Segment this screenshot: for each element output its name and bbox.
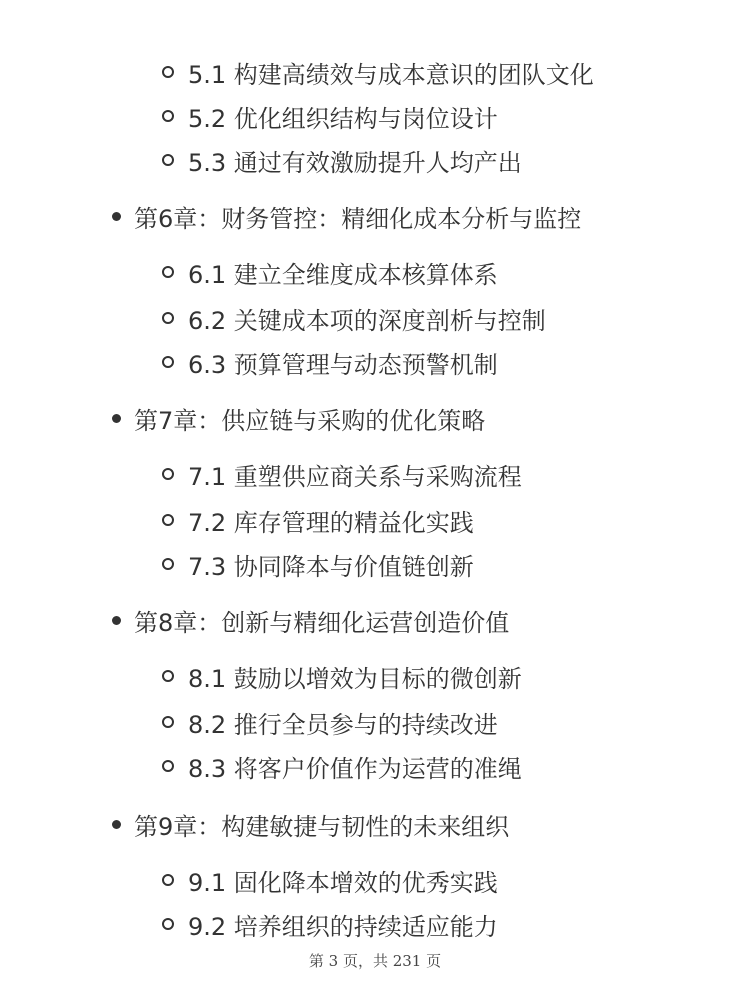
outline-item-text: 6.2 关键成本项的深度剖析与控制 — [188, 306, 546, 335]
outline-item-5-2 — [162, 96, 498, 136]
hollow-circle-bullet-icon — [162, 312, 174, 324]
solid-dot-bullet-icon — [112, 820, 121, 829]
outline-chapter-text: 第8章：创新与精细化运营创造价值 — [134, 608, 510, 637]
hollow-circle-bullet-icon — [162, 918, 174, 930]
outline-chapter-text: 第9章：构建敏捷与韧性的未来组织 — [134, 812, 510, 841]
hollow-circle-bullet-icon — [162, 356, 174, 368]
outline-item-text: 8.3 将客户价值作为运营的准绳 — [188, 754, 522, 783]
outline-item-text: 5.1 构建高绩效与成本意识的团队文化 — [188, 60, 594, 89]
hollow-circle-bullet-icon — [162, 514, 174, 526]
outline-chapter-text: 第6章：财务管控：精细化成本分析与监控 — [134, 204, 582, 233]
outline-item-6-2 — [162, 298, 546, 338]
solid-dot-bullet-icon — [112, 414, 121, 423]
outline-item-text: 7.3 协同降本与价值链创新 — [188, 552, 474, 581]
outline-item-8-1 — [162, 656, 522, 696]
outline-chapter-8 — [112, 600, 509, 640]
outline-chapter-7 — [112, 398, 485, 438]
solid-dot-bullet-icon — [112, 212, 121, 221]
outline-item-6-3 — [162, 342, 498, 382]
outline-item-text: 5.3 通过有效激励提升人均产出 — [188, 148, 522, 177]
outline-item-text: 6.3 预算管理与动态预警机制 — [188, 350, 498, 379]
outline-item-9-2 — [162, 904, 498, 944]
outline-item-6-1 — [162, 252, 498, 292]
outline-item-5-3 — [162, 140, 522, 180]
hollow-circle-bullet-icon — [162, 110, 174, 122]
outline-item-8-3 — [162, 746, 522, 786]
outline-item-text: 6.1 建立全维度成本核算体系 — [188, 260, 498, 289]
hollow-circle-bullet-icon — [162, 716, 174, 728]
hollow-circle-bullet-icon — [162, 66, 174, 78]
hollow-circle-bullet-icon — [162, 874, 174, 886]
hollow-circle-bullet-icon — [162, 558, 174, 570]
hollow-circle-bullet-icon — [162, 154, 174, 166]
page-number-footer: 第 3 页，共 231 页 — [308, 952, 442, 970]
hollow-circle-bullet-icon — [162, 760, 174, 772]
outline-item-7-3 — [162, 544, 474, 584]
hollow-circle-bullet-icon — [162, 266, 174, 278]
outline-chapter-9 — [112, 804, 509, 844]
outline-chapter-6 — [112, 196, 581, 236]
outline-item-7-1 — [162, 454, 522, 494]
outline-item-8-2 — [162, 702, 498, 742]
outline-item-text: 5.2 优化组织结构与岗位设计 — [188, 104, 498, 133]
outline-item-text: 8.1 鼓励以增效为目标的微创新 — [188, 664, 522, 693]
outline-item-text: 8.2 推行全员参与的持续改进 — [188, 710, 498, 739]
hollow-circle-bullet-icon — [162, 670, 174, 682]
hollow-circle-bullet-icon — [162, 468, 174, 480]
outline-item-text: 7.2 库存管理的精益化实践 — [188, 508, 474, 537]
outline-item-7-2 — [162, 500, 474, 540]
outline-item-9-1 — [162, 860, 498, 900]
solid-dot-bullet-icon — [112, 616, 121, 625]
outline-item-text: 9.1 固化降本增效的优秀实践 — [188, 868, 498, 897]
outline-item-text: 7.1 重塑供应商关系与采购流程 — [188, 462, 522, 491]
outline-item-text: 9.2 培养组织的持续适应能力 — [188, 912, 498, 941]
outline-item-5-1 — [162, 52, 594, 92]
outline-chapter-text: 第7章：供应链与采购的优化策略 — [134, 406, 486, 435]
